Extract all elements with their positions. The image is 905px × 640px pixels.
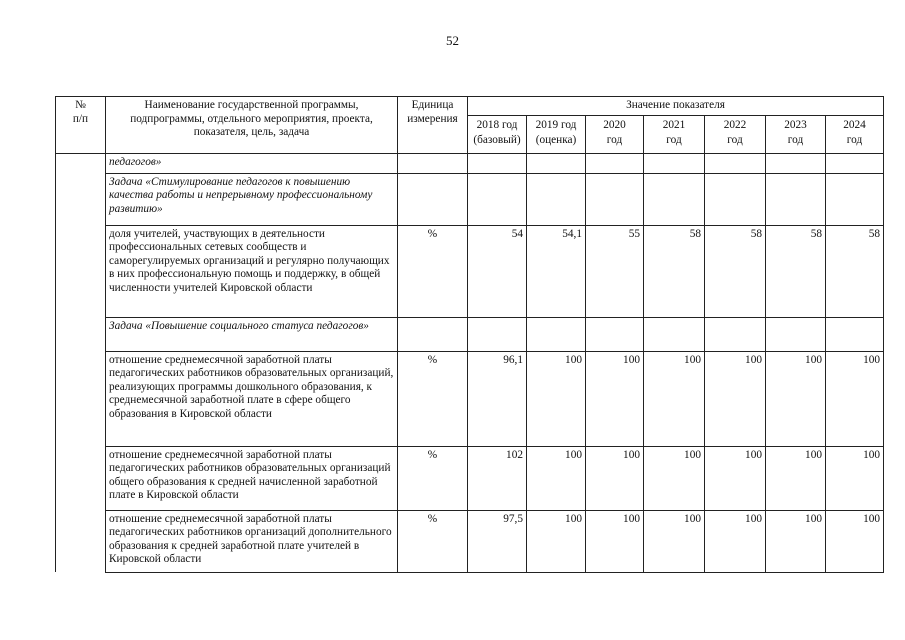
value-cell: 100	[527, 351, 586, 446]
value-cell	[766, 317, 826, 351]
page-number: 52	[446, 33, 459, 48]
header-year-5: 2023 год	[766, 115, 826, 153]
header-unit: Единица измерения	[398, 97, 468, 154]
value-cell: 55	[586, 225, 644, 317]
value-cell: 100	[766, 446, 826, 510]
value-cell: 100	[586, 351, 644, 446]
unit-cell: %	[398, 351, 468, 446]
value-cell	[766, 153, 826, 173]
value-cell: 100	[766, 351, 826, 446]
value-cell: 100	[826, 510, 884, 572]
value-cell	[826, 153, 884, 173]
header-year-6: 2024 год	[826, 115, 884, 153]
value-cell	[644, 173, 705, 225]
indicator-name: отношение среднемесячной заработной платы педагогических работников организаций дополнительного образования к средней заработной плате учителей в Кировской области	[106, 510, 398, 572]
indicator-row	[56, 446, 884, 510]
row-number-cell	[56, 317, 106, 351]
value-cell	[644, 317, 705, 351]
header-year-2: 2020 год	[586, 115, 644, 153]
task-name: Задача «Повышение социального статуса педагогов»	[106, 317, 398, 351]
value-cell	[705, 173, 766, 225]
unit-cell: %	[398, 225, 468, 317]
row-number-cell	[56, 351, 106, 446]
value-cell	[705, 153, 766, 173]
value-cell: 100	[705, 510, 766, 572]
unit-cell	[398, 173, 468, 225]
value-cell: 54,1	[527, 225, 586, 317]
value-cell: 100	[586, 510, 644, 572]
value-cell: 54	[468, 225, 527, 317]
task-row	[56, 173, 884, 225]
value-cell: 100	[527, 510, 586, 572]
value-cell: 100	[826, 446, 884, 510]
value-cell: 100	[527, 446, 586, 510]
value-cell	[766, 173, 826, 225]
header-year-3: 2021 год	[644, 115, 705, 153]
value-cell: 100	[766, 510, 826, 572]
row-number-cell	[56, 173, 106, 225]
indicator-name: отношение среднемесячной заработной платы педагогических работников образовательных организаций, реализующих программы дошкольного образования, к среднемесячной заработной плате в сфере общего образования в Кировской области	[106, 351, 398, 446]
unit-cell: %	[398, 446, 468, 510]
value-cell	[527, 173, 586, 225]
value-cell: 58	[826, 225, 884, 317]
value-cell: 100	[644, 510, 705, 572]
value-cell	[586, 173, 644, 225]
task-name: Задача «Стимулирование педагогов к повышению качества работы и непрерывному профессиональному развитию»	[106, 173, 398, 225]
row-number-cell	[56, 225, 106, 317]
value-cell: 97,5	[468, 510, 527, 572]
task-name: педагогов»	[106, 153, 398, 173]
value-cell: 100	[705, 446, 766, 510]
value-cell: 58	[766, 225, 826, 317]
indicator-name: отношение среднемесячной заработной платы педагогических работников образовательных организаций общего образования к средней начисленной заработной плате в Кировской области	[106, 446, 398, 510]
indicator-row	[56, 351, 884, 446]
row-number-cell	[56, 510, 106, 572]
value-cell	[644, 153, 705, 173]
indicator-row	[56, 225, 884, 317]
header-year-1: 2019 год (оценка)	[527, 115, 586, 153]
unit-cell	[398, 317, 468, 351]
row-number-cell	[56, 153, 106, 173]
unit-cell: %	[398, 510, 468, 572]
value-cell	[468, 153, 527, 173]
value-cell	[705, 317, 766, 351]
indicators-table	[55, 96, 884, 573]
indicator-name: доля учителей, участвующих в деятельности профессиональных сетевых сообществ и саморегулируемых организаций и регулярно получающих в них профессиональную помощь и поддержку, в общей численности учителей Кировской области	[106, 225, 398, 317]
header-year-0: 2018 год (базовый)	[468, 115, 527, 153]
value-cell	[586, 153, 644, 173]
value-cell: 100	[644, 446, 705, 510]
task-row	[56, 153, 884, 173]
value-cell: 58	[705, 225, 766, 317]
value-cell	[586, 317, 644, 351]
unit-cell	[398, 153, 468, 173]
indicator-row	[56, 510, 884, 572]
header-year-4: 2022 год	[705, 115, 766, 153]
task-row	[56, 317, 884, 351]
value-cell: 100	[644, 351, 705, 446]
row-number-cell	[56, 446, 106, 510]
value-cell	[527, 153, 586, 173]
value-cell: 100	[586, 446, 644, 510]
value-cell: 58	[644, 225, 705, 317]
value-cell: 100	[705, 351, 766, 446]
value-cell	[826, 317, 884, 351]
header-value-group: Значение показателя	[468, 97, 884, 116]
value-cell: 100	[826, 351, 884, 446]
header-number: № п/п	[56, 97, 106, 154]
value-cell: 102	[468, 446, 527, 510]
value-cell	[468, 173, 527, 225]
value-cell	[468, 317, 527, 351]
value-cell	[826, 173, 884, 225]
header-name: Наименование государственной программы, подпрограммы, отдельного мероприятия, проекта, показателя, цель, задача	[106, 97, 398, 154]
value-cell	[527, 317, 586, 351]
value-cell: 96,1	[468, 351, 527, 446]
